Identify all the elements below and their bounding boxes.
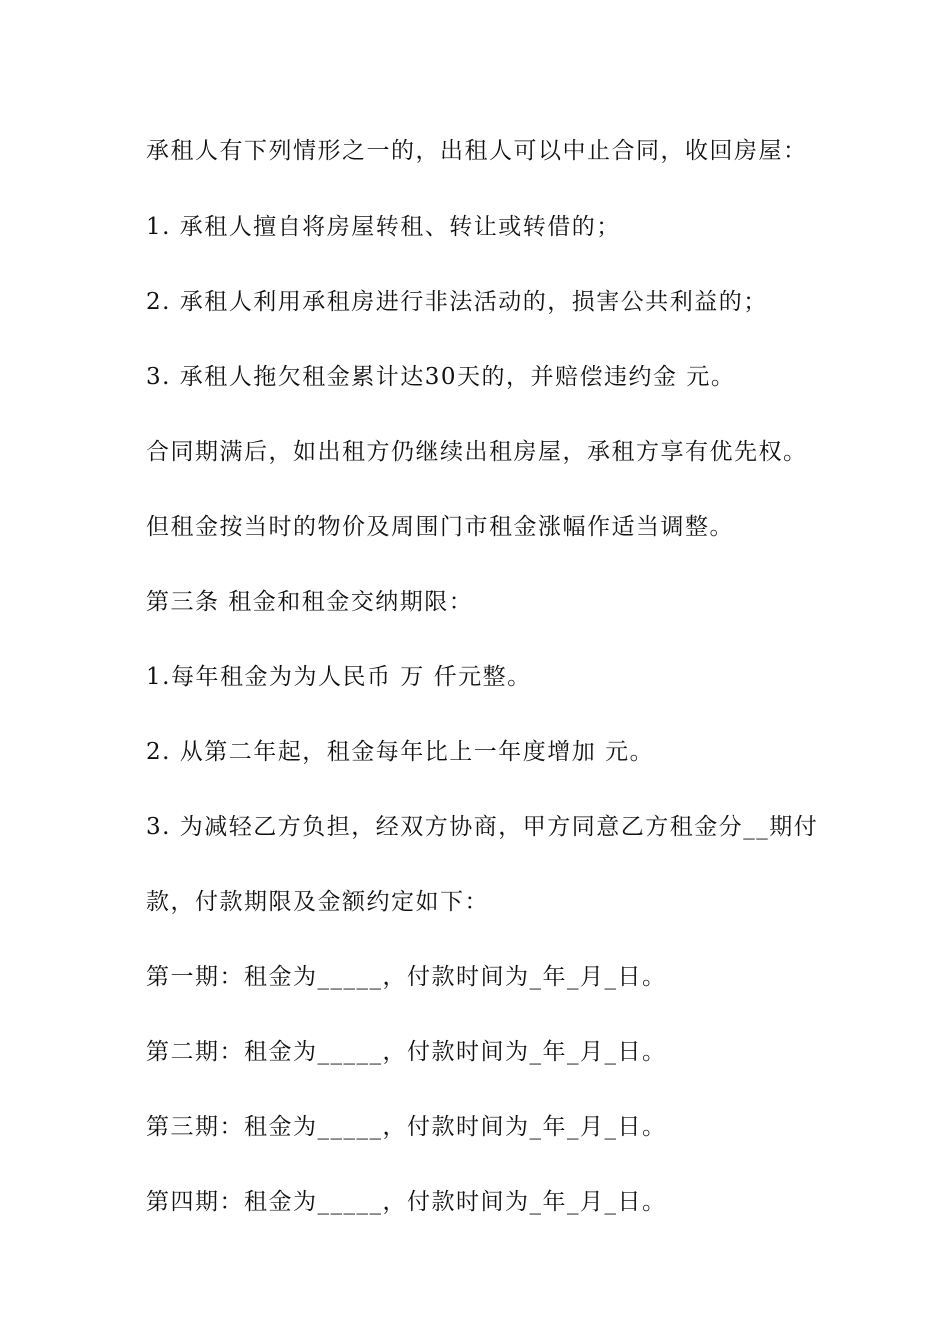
- installment-line-4: 第四期：租金为_____，付款时间为_年_月_日。: [146, 1189, 667, 1215]
- list-item-illegal-use: 2. 承租人利用承租房进行非法活动的，损害公共利益的；: [146, 289, 768, 315]
- list-item-installments-continued: 款，付款期限及金额约定如下：: [146, 889, 489, 915]
- list-item-rent-arrears: 3. 承租人拖欠租金累计达30天的，并赔偿违约金 元。: [146, 364, 736, 390]
- installment-line-3: 第三期：租金为_____，付款时间为_年_月_日。: [146, 1114, 667, 1140]
- list-item-rent-increase: 2. 从第二年起，租金每年比上一年度增加 元。: [146, 739, 655, 765]
- list-item-annual-rent: 1.每年租金为为人民币 万 仟元整。: [146, 664, 532, 690]
- list-item-installments: 3. 为减轻乙方负担，经双方协商，甲方同意乙方租金分__期付: [146, 814, 819, 840]
- list-item-sublet: 1. 承租人擅自将房屋转租、转让或转借的；: [146, 214, 621, 240]
- paragraph-priority-right: 合同期满后，如出租方仍继续出租房屋，承租方享有优先权。: [146, 439, 808, 465]
- section-heading-article-3: 第三条 租金和租金交纳期限：: [146, 589, 474, 615]
- paragraph-rent-adjustment: 但租金按当时的物价及周围门市租金涨幅作适当调整。: [146, 514, 734, 540]
- paragraph-termination-intro: 承租人有下列情形之一的，出租人可以中止合同，收回房屋：: [146, 138, 808, 164]
- installment-line-1: 第一期：租金为_____，付款时间为_年_月_日。: [146, 964, 667, 990]
- installment-line-2: 第二期：租金为_____，付款时间为_年_月_日。: [146, 1039, 667, 1065]
